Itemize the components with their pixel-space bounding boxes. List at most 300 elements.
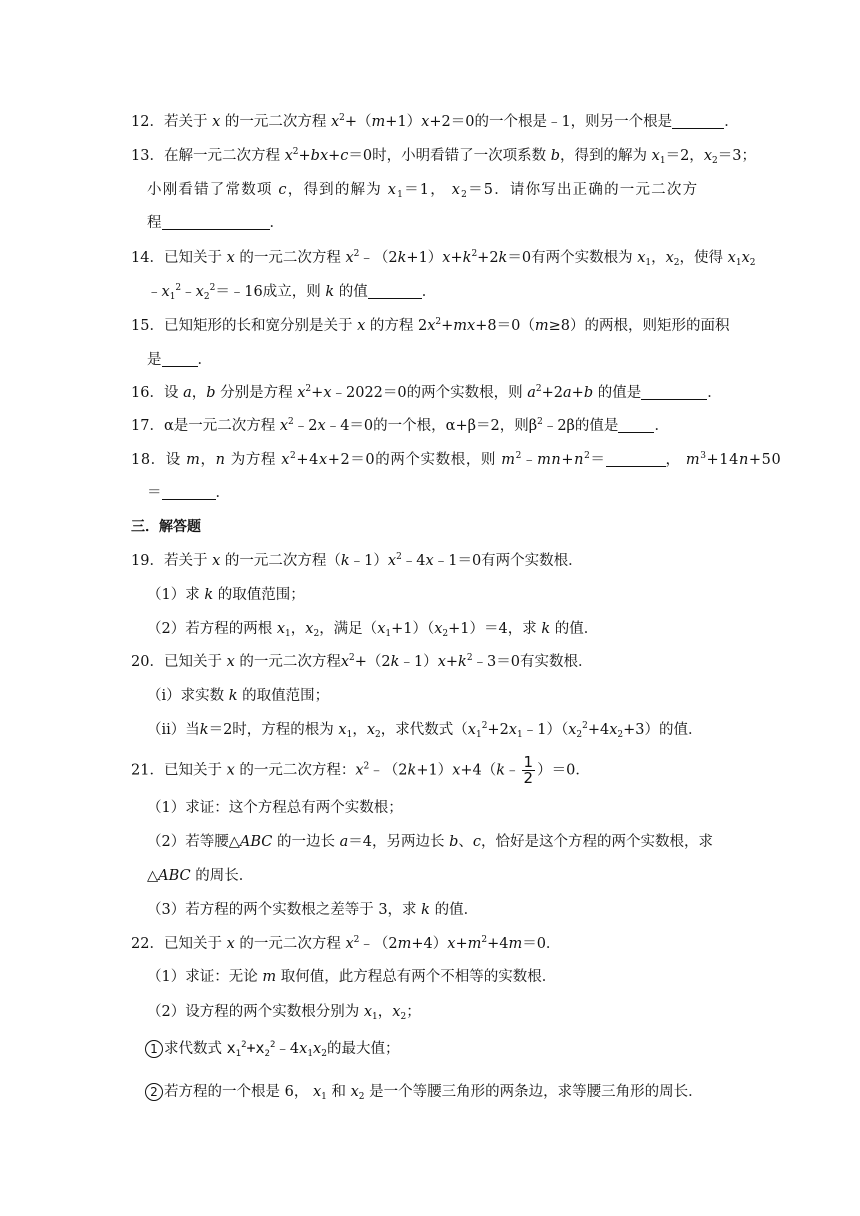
question-19-part-1: [147, 584, 305, 606]
text: ﹣4: [401, 553, 426, 569]
text: 的值．: [554, 621, 599, 637]
text: +1）: [416, 762, 453, 779]
exp: 2: [515, 451, 522, 461]
var: x: [357, 318, 366, 334]
text: ＝0．: [522, 936, 561, 952]
text: ＝2时，方程的根为: [208, 722, 334, 738]
text: +1）＝4，求: [448, 621, 537, 637]
var: x: [437, 654, 446, 670]
exp: 2: [363, 761, 370, 772]
var: b: [449, 834, 459, 850]
var: a: [339, 834, 349, 850]
text: （1）求: [147, 587, 200, 603]
var: m: [501, 452, 516, 468]
text: ﹣: [521, 452, 538, 468]
exp: 2: [209, 283, 216, 293]
var: k: [458, 654, 467, 670]
var: k: [228, 688, 238, 704]
answer-blank[interactable]: [162, 483, 216, 500]
exp: 2: [292, 147, 299, 157]
text: 取何值，此方程总有两个不相等的实数根．: [280, 969, 557, 985]
var: x: [467, 318, 476, 334]
text: 程: [147, 215, 162, 231]
var: x: [305, 621, 314, 637]
var: ABC: [239, 834, 273, 850]
question-13-line-2: [147, 179, 698, 201]
text: 的值．: [434, 902, 479, 918]
text: ＝﹣16成立，则: [215, 284, 321, 300]
var: x: [703, 148, 712, 164]
question-20-line-1: 20．已知关于 x 的一元二次方程$x^2+(2k﹣1)x+k^2﹣3=0$有实数根．: [131, 653, 593, 670]
q-number: 21．: [131, 762, 164, 779]
text: α是一元二次方程: [163, 418, 276, 434]
sub: 1: [475, 730, 482, 740]
question-13-line-3: [147, 212, 284, 234]
text: +（2: [354, 654, 391, 670]
sub: 2: [673, 258, 680, 268]
question-13-line-1: 13．在解一元二次方程 $x^2+bx+c=0$时，小明看错了一次项系数 b，得到的解为 $x_1=2$，$x_2=3$；: [131, 147, 756, 166]
text: ﹣: [505, 762, 520, 779]
question-19-line-1: [131, 550, 583, 572]
text: ＝: [147, 485, 162, 501]
var: n: [551, 452, 562, 468]
answer-blank[interactable]: [672, 112, 724, 129]
var: x: [366, 722, 376, 738]
exp: 2: [305, 384, 312, 394]
answer-blank[interactable]: [368, 282, 422, 299]
var: x: [226, 936, 235, 952]
sub: 2: [617, 730, 624, 740]
text: ．: [197, 352, 212, 368]
exp: 2: [535, 384, 542, 394]
text: ．: [421, 284, 437, 300]
text: 的周长．: [195, 868, 254, 884]
q-number: 14．: [131, 250, 164, 266]
text: ，: [665, 452, 681, 468]
text: 的值是: [597, 385, 642, 401]
var: x: [212, 553, 221, 569]
var: k: [204, 587, 214, 603]
exp: 2: [537, 417, 543, 427]
exp: 2: [584, 451, 591, 461]
text: ，求代数式（: [380, 722, 468, 738]
text: ﹣1＝0有两个实数根．: [433, 553, 583, 569]
q-number: 15．: [131, 318, 164, 334]
question-14-line-1: 14．已知关于 x 的一元二次方程 $x^2﹣(2k+1)x+k^2+2k=0$有两个实数根为 $x_1$，$x_2$，使得 $x_1x_2$: [131, 249, 756, 268]
text: 的一元二次方程: [239, 936, 341, 952]
text: 已知矩形的长和宽分别是关于: [163, 318, 353, 334]
text: 已知关于: [163, 654, 222, 670]
text: ；: [406, 1004, 421, 1020]
question-12: [131, 111, 739, 133]
text: +1）（: [391, 621, 435, 637]
var: x: [421, 114, 430, 130]
text: +2: [477, 250, 499, 266]
var: x: [427, 318, 436, 334]
text: 若关于: [163, 114, 208, 130]
text: ．: [724, 114, 739, 130]
exp: 2: [349, 653, 355, 663]
var: x: [340, 654, 350, 670]
text: +4: [487, 936, 509, 952]
var: x: [387, 553, 397, 569]
text: （ⅰ）求实数: [147, 688, 225, 704]
var: b: [550, 148, 561, 164]
question-22-part-1: [147, 966, 556, 988]
text: ﹣: [147, 284, 162, 300]
var: x: [276, 621, 286, 637]
sub: 2: [313, 629, 320, 639]
sub: 1: [659, 156, 666, 166]
exp: 2: [241, 1040, 247, 1050]
sum-of-squares-expression: [227, 1039, 276, 1057]
text: 小刚看错了常数项: [147, 182, 273, 198]
var: n: [215, 452, 226, 468]
text: （ⅱ）当: [147, 722, 200, 738]
sub: 2: [461, 190, 469, 200]
text: ﹣1）（: [522, 722, 569, 738]
question-15-line-2: [147, 349, 212, 371]
text: 设: [165, 452, 181, 468]
text: ，: [191, 385, 207, 401]
var: x: [226, 1039, 236, 1057]
text: （2）若等腰△: [147, 834, 240, 850]
var: m: [467, 936, 482, 952]
question-14-line-2: [147, 281, 436, 303]
q-number: 17．: [131, 418, 164, 434]
sub: 2: [375, 730, 381, 740]
text: +3）的值．: [623, 722, 703, 738]
var: b: [583, 385, 594, 401]
text: 的取值范围；: [242, 688, 330, 704]
exp: 2: [175, 283, 182, 293]
var: c: [278, 182, 288, 198]
exp: 2: [481, 721, 488, 731]
var: k: [421, 902, 430, 918]
var: x: [281, 452, 291, 468]
var: x: [637, 250, 646, 266]
question-18-line-1: 18．设 m，n 为方程 $x^2+4x+2=0$的两个实数根，则 $m^2﹣mn+n^2=$ ， $m^3+14n+50$: [131, 451, 782, 468]
text: ，使得: [679, 250, 724, 266]
question-19-part-2: [147, 618, 598, 640]
text: 已知关于: [163, 936, 222, 952]
text: +4: [296, 452, 319, 468]
text: ，: [651, 250, 666, 266]
var: x: [508, 722, 517, 738]
var: x: [319, 148, 329, 164]
answer-blank[interactable]: [606, 450, 666, 467]
answer-blank[interactable]: [618, 416, 654, 433]
text: ＝: [590, 452, 606, 468]
sub: 1: [169, 292, 176, 302]
text: 的一元二次方程：: [239, 762, 356, 779]
var: k: [407, 762, 417, 779]
text: +4）: [411, 936, 448, 952]
fraction-one-half: [522, 755, 536, 786]
text: 的一元二次方程: [239, 250, 341, 266]
answer-blank[interactable]: [162, 213, 270, 230]
text: +50: [748, 452, 782, 468]
var: x: [330, 114, 340, 130]
question-21-part-3: [147, 899, 478, 921]
var: k: [541, 621, 551, 637]
text: 已知关于: [163, 762, 222, 779]
var: x: [355, 762, 364, 779]
text: ，得到的解为: [560, 148, 648, 164]
text: ＝0时，小明看错了一次项系数: [348, 148, 547, 164]
q-number: 16．: [131, 385, 164, 401]
text: ＝1，: [404, 182, 446, 198]
text: ﹣4＝0的一个根，α+β＝2，则β: [325, 418, 538, 434]
var: x: [226, 250, 235, 266]
q-number: 19．: [131, 553, 164, 569]
question-22-line-1: 22．已知关于 x 的一元二次方程 $x^2﹣(2m+4)x+m^2+4m=0$．: [131, 935, 561, 952]
exp: 2: [288, 417, 294, 427]
text: ，满足（: [319, 621, 378, 637]
sub: 2: [203, 292, 210, 302]
text: ＝3；: [717, 148, 756, 164]
var: x: [284, 148, 293, 164]
question-22-sub-2: [145, 1081, 703, 1103]
text: ．: [269, 215, 284, 231]
text: +4: [587, 722, 610, 738]
var: k: [498, 250, 508, 266]
exp: 2: [353, 249, 360, 259]
var: k: [390, 654, 400, 670]
q-number: 12．: [131, 114, 164, 130]
text: 的一元二次方程: [239, 654, 341, 670]
text: +14: [706, 452, 739, 468]
text: （1）求证：无论: [147, 969, 258, 985]
var: x: [255, 1039, 265, 1057]
sub: 2: [321, 1049, 327, 1059]
question-21-line-1: [131, 755, 590, 786]
text: +2＝0的两个实数根，则: [327, 452, 497, 468]
var: x: [451, 182, 462, 198]
var: c: [340, 148, 349, 164]
var: x: [387, 182, 398, 198]
var: x: [741, 250, 750, 266]
answer-blank[interactable]: [162, 350, 198, 367]
exp: 2: [396, 552, 402, 562]
sub: 1: [235, 1049, 242, 1059]
var: n: [574, 452, 585, 468]
text: （2）设方程的两个实数根分别为: [147, 1004, 360, 1020]
text: +（: [344, 114, 372, 130]
sub: 1: [372, 1012, 378, 1022]
text: △: [147, 868, 159, 884]
text: 的值: [338, 284, 368, 300]
text: ＝0有两个实数根为: [507, 250, 633, 266]
exp: 2: [290, 451, 297, 461]
text: ﹣4: [275, 1041, 300, 1057]
var: x: [297, 385, 306, 401]
sub: 1: [516, 730, 523, 740]
var: x: [323, 385, 332, 401]
text: +2: [541, 385, 564, 401]
circled-one-icon: 1: [145, 1040, 163, 1058]
var: a: [563, 385, 572, 401]
text: ，: [200, 452, 216, 468]
text: ＝5．请你写出正确的一元二次方: [468, 182, 699, 198]
text: 分别是方程: [220, 385, 293, 401]
var: a: [183, 385, 192, 401]
var: x: [363, 1004, 373, 1020]
var: x: [312, 1084, 322, 1100]
var: x: [338, 722, 347, 738]
text: ＝2，: [665, 148, 704, 164]
exp: 2: [353, 935, 360, 945]
text: 的一元二次方程（: [224, 553, 341, 569]
text: 和: [331, 1084, 346, 1100]
var: m: [508, 936, 523, 952]
sub: 2: [358, 1092, 365, 1102]
var: x: [350, 1084, 359, 1100]
sub: 1: [307, 1049, 314, 1059]
text: ﹣（2: [369, 762, 408, 779]
exp: 2: [435, 317, 442, 327]
text: ，恰好是这个方程的两个实数根，求: [481, 834, 714, 850]
text: 的一边长: [277, 834, 335, 850]
sub: 1: [321, 1092, 327, 1102]
var: x: [226, 654, 235, 670]
var: x: [392, 1004, 401, 1020]
var: m: [537, 452, 552, 468]
text: +: [246, 1039, 256, 1057]
text: ﹣1）: [349, 553, 388, 569]
var: k: [496, 762, 506, 779]
sub: 2: [400, 1012, 407, 1022]
var: x: [318, 452, 328, 468]
text: 已知关于: [163, 250, 222, 266]
var: x: [568, 722, 577, 738]
text: 的最大值；: [326, 1041, 400, 1057]
var: x: [434, 621, 443, 637]
exp: 2: [471, 249, 478, 259]
circled-two-icon: 2: [145, 1083, 163, 1101]
question-18-line-2: [147, 482, 230, 504]
text: +2＝0的一个根是﹣1，则另一个根是: [429, 114, 673, 130]
var: x: [447, 936, 456, 952]
text: ，: [377, 1004, 393, 1020]
text: 求代数式: [164, 1041, 222, 1057]
text: ，得到的解为: [287, 182, 382, 198]
text: ≥8）的两根，则矩形的面积: [548, 318, 730, 334]
var: x: [727, 250, 736, 266]
exp: 2: [269, 1040, 276, 1050]
text: （3）若方程的两个实数根之差等于 3，求: [147, 902, 417, 918]
exp: 2: [339, 113, 345, 123]
exp: 2: [481, 935, 488, 945]
text: +1）: [406, 250, 443, 266]
text: 、: [458, 834, 473, 850]
question-16: 16．设 a，b 分别是方程 $x^2+x﹣2022=0$的两个实数根，则 $a^2+2a+b$ 的值是 ．: [131, 384, 722, 401]
sub: 1: [346, 730, 353, 740]
sub: 2: [712, 156, 718, 166]
var: x: [377, 621, 386, 637]
question-17: [131, 415, 669, 437]
var: x: [425, 553, 434, 569]
question-15-line-1: 15．已知矩形的长和宽分别是关于 x 的方程 $2x^2+mx+8=0(m\ge 8)$的两根，则矩形的面积: [131, 317, 730, 334]
var: x: [665, 250, 674, 266]
text: +4（: [460, 762, 497, 779]
sub: 2: [264, 1049, 270, 1059]
text: ＝4，另两边长: [348, 834, 445, 850]
text: 设: [163, 385, 179, 401]
text: 为方程: [230, 452, 277, 468]
var: x: [212, 114, 221, 130]
var: k: [462, 250, 472, 266]
var: x: [161, 284, 170, 300]
var: k: [325, 284, 335, 300]
var: m: [534, 318, 549, 334]
section-heading: 三．解答题: [131, 519, 201, 535]
q-number: 18．: [131, 452, 166, 468]
text: ﹣: [181, 284, 196, 300]
exp: 2: [466, 653, 473, 663]
sub: 1: [397, 190, 405, 200]
var: b: [310, 148, 320, 164]
var: m: [186, 452, 201, 468]
var: x: [345, 936, 354, 952]
text: ，: [290, 621, 306, 637]
text: ﹣2: [293, 418, 318, 434]
text: ﹣（2: [359, 936, 398, 952]
var: x: [651, 148, 660, 164]
text: ．: [707, 385, 722, 401]
text: 若关于: [163, 553, 208, 569]
var: x: [442, 250, 451, 266]
sub: 1: [285, 629, 291, 639]
text: 是: [147, 352, 162, 368]
var: x: [313, 1041, 322, 1057]
question-22-part-2: [147, 1001, 421, 1023]
var: m: [397, 936, 412, 952]
sub: 1: [385, 629, 392, 639]
text: 在解一元二次方程: [163, 148, 280, 164]
numerator: 1: [523, 753, 534, 771]
text: ﹣2β的值是: [542, 418, 619, 434]
question-20-part-1: [147, 685, 329, 707]
question-21-part-2-line-2: [147, 865, 253, 887]
answer-blank[interactable]: [641, 383, 707, 400]
var: k: [397, 250, 407, 266]
text: +1）: [385, 114, 422, 130]
exp: 2: [582, 721, 588, 731]
var: m: [453, 318, 468, 334]
text: 的方程 2: [369, 318, 428, 334]
text: ﹣3＝0有实数根．: [472, 654, 593, 670]
var: x: [452, 762, 461, 779]
var: a: [527, 385, 536, 401]
var: x: [279, 418, 289, 434]
sub: 2: [576, 730, 583, 740]
text: +8＝0（: [475, 318, 535, 334]
question-21-part-2-line-1: [147, 831, 713, 853]
q-number: 20．: [131, 654, 164, 670]
var: x: [226, 762, 235, 779]
question-21-part-1: （1）求证：这个方程总有两个实数根；: [147, 800, 403, 816]
text: ﹣1）: [399, 654, 438, 670]
question-20-part-2: [147, 719, 703, 741]
var: m: [371, 114, 386, 130]
text: （2）若方程的两根: [147, 621, 273, 637]
sub: 2: [749, 258, 756, 268]
text: ）＝0．: [537, 762, 590, 779]
denominator: 2: [523, 769, 534, 787]
question-22-sub-1: [145, 1037, 399, 1060]
var: c: [472, 834, 482, 850]
